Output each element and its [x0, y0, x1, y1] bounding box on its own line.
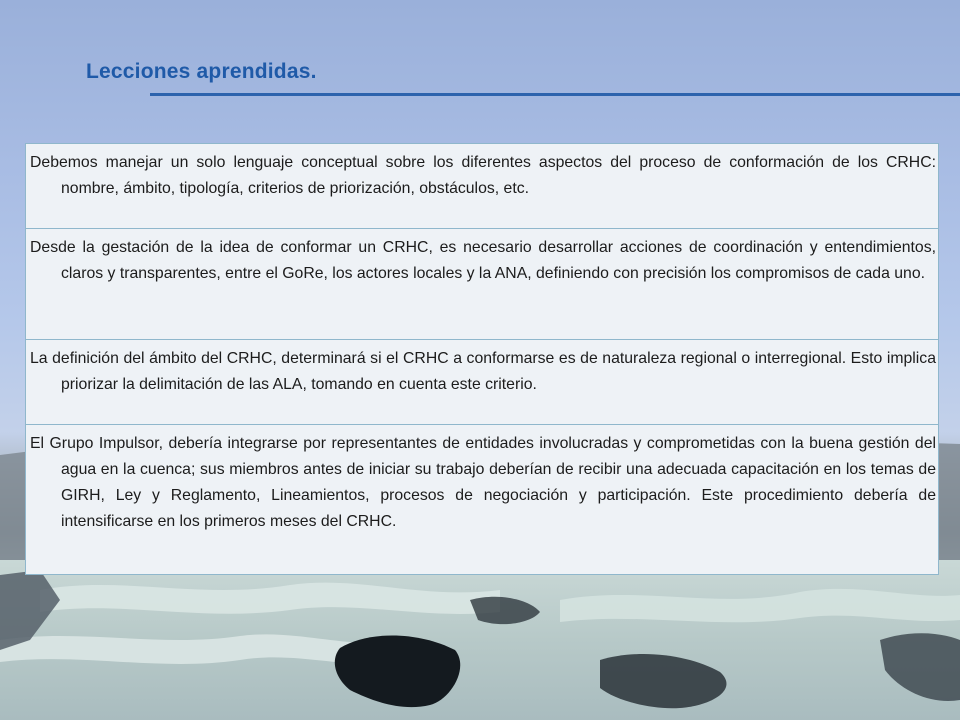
lessons-panel [25, 143, 939, 575]
lesson-row [26, 340, 938, 425]
lesson-text: La definición del ámbito del CRHC, determinará si el CRHC a conformarse es de naturaleza regional o interregional. Esto implica priorizar la delimitación de las ALA, tomando en cuenta este criterio. [30, 350, 936, 393]
lesson-row [26, 425, 938, 572]
title-underline-rule [150, 93, 960, 96]
lesson-text: El Grupo Impulsor, debería integrarse por representantes de entidades involucradas y comprometidas con la buena gestión del agua en la cuenca; sus miembros antes de iniciar su trabajo deberían de recibir una adecuada capacitación en los temas de GIRH, Ley y Reglamento, Lineamientos, procesos de negociación y participación. Este procedimiento debería de intensificarse en los primeros meses del CRHC. [30, 435, 936, 530]
lesson-row [26, 229, 938, 340]
slide-title: Lecciones aprendidas. [86, 60, 317, 83]
lesson-text: Debemos manejar un solo lenguaje conceptual sobre los diferentes aspectos del proceso de conformación de los CRHC: nombre, ámbito, tipología, criterios de priorización, obstáculos, etc. [30, 154, 936, 197]
lesson-text: Desde la gestación de la idea de conformar un CRHC, es necesario desarrollar acciones de coordinación y entendimientos, claros y transparentes, entre el GoRe, los actores locales y la ANA, definiendo con precisión los compromisos de cada uno. [30, 239, 936, 282]
lesson-row [26, 144, 938, 229]
